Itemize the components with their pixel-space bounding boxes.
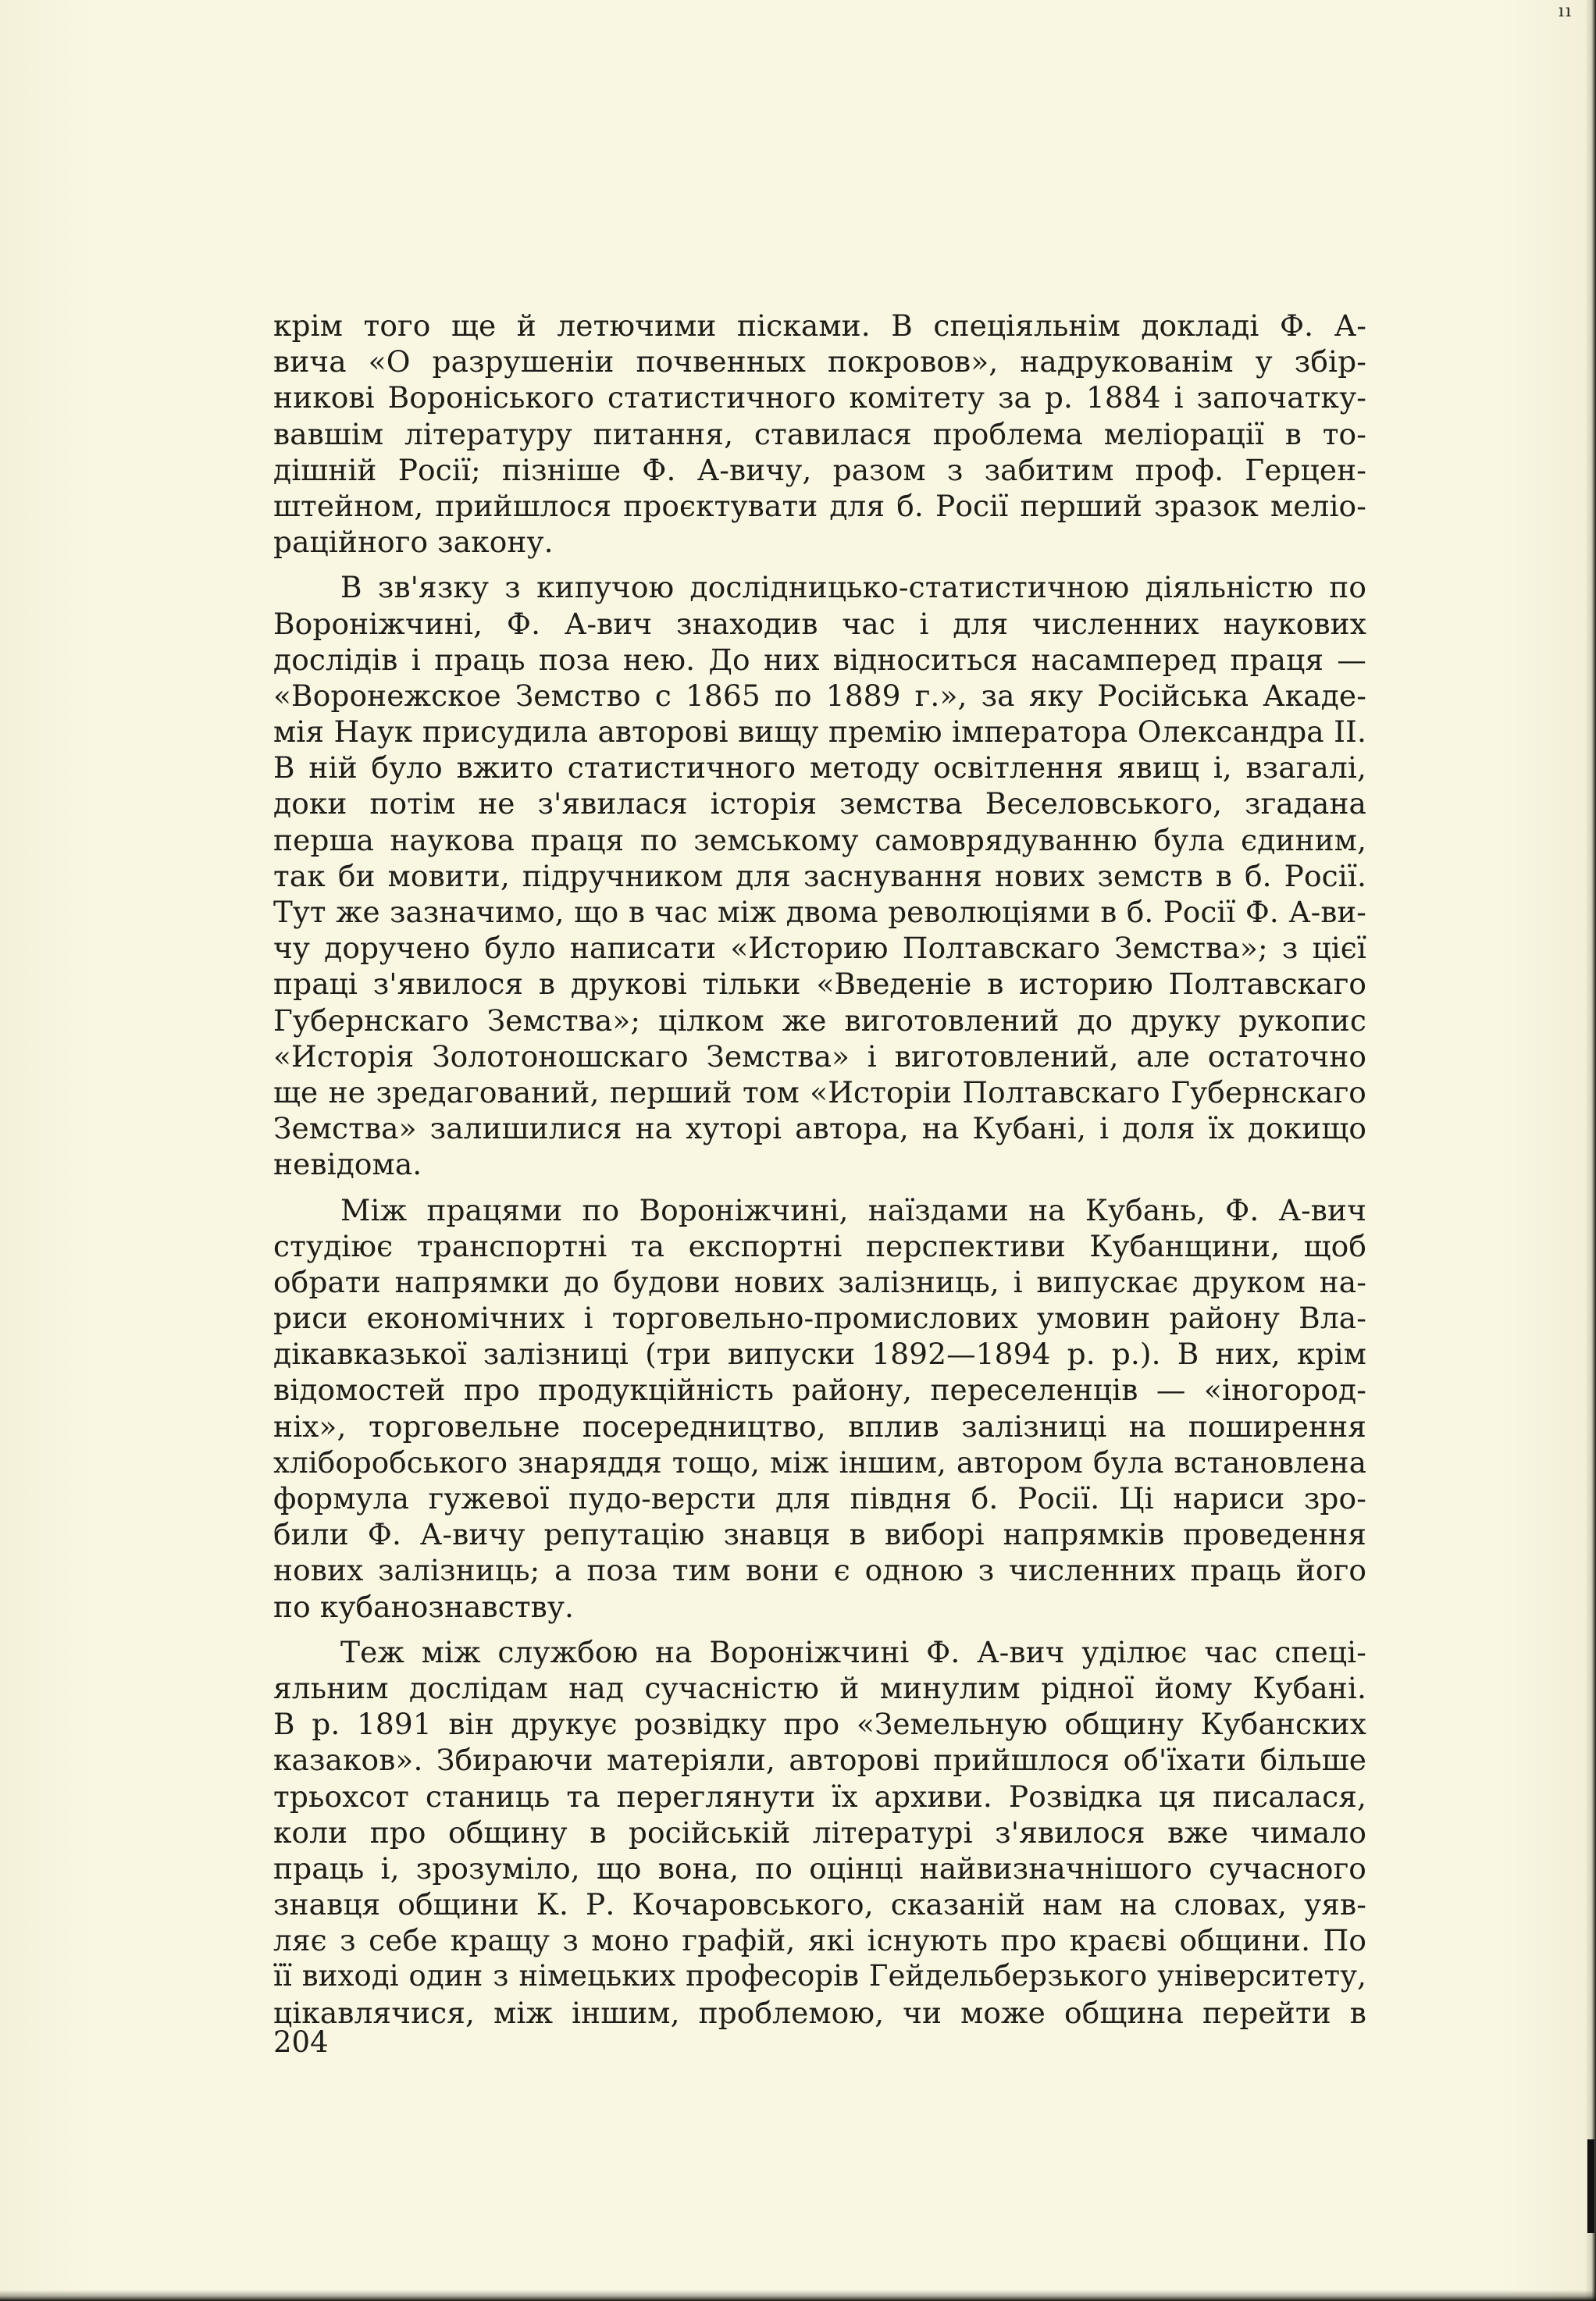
scan-edge-right	[1585, 0, 1596, 2301]
text-line: штейном, прийшлося проєктувати для б. Росії перший зразок меліо-	[273, 488, 1366, 523]
text-line: дішній Росії; пізніше Ф. А-вичу, разом з забитим проф. Герцен-	[273, 452, 1366, 487]
page-number: 204	[273, 2025, 329, 2059]
text-line: Між працями по Вороніжчині, наїздами на Кубань, Ф. А-вич	[340, 1192, 1366, 1227]
text-line: В р. 1891 він друкує розвідку про «Земельную общину Кубанских	[273, 1707, 1366, 1742]
text-line: «Воронежское Земство с 1865 по 1889 г.», за яку Російська Акаде-	[273, 678, 1366, 713]
text-line: хліборобського знаряддя тощо, між іншим, автором була встановлена	[273, 1444, 1366, 1480]
text-line: ляє з себе кращу з моно графій, які існують про краєві общини. По	[273, 1923, 1366, 1958]
text-line: дослідів і праць поза нею. До них відноситься насамперед праця —	[273, 642, 1366, 677]
text-line: крім того ще й летючими пісками. В спеціяльнім докладі Ф. А-	[273, 308, 1366, 343]
text-line: так би мовити, підручником для заснування нових земств в б. Росії.	[273, 858, 1366, 893]
text-line: чу доручено було написати «Историю Полтавскаго Земства»; з цієї	[273, 931, 1366, 966]
text-line: раційного закону.	[273, 525, 554, 560]
text-line: по кубанознавству.	[273, 1589, 575, 1624]
text-line: формула гужевої пудо-версти для півдня б. Росії. Ці нариси зро-	[273, 1481, 1366, 1516]
text-line: «Исторія Золотоношскаго Земства» і виготовлений, але остаточно	[273, 1038, 1366, 1074]
paragraph-2	[273, 569, 1366, 1182]
text-line: знавця общини К. Р. Кочаровського, сказаній нам на словах, уяв-	[273, 1887, 1366, 1922]
text-line: мія Наук присудила авторові вищу премію імператора Олександра II.	[273, 714, 1366, 750]
text-line: нових залізниць; а поза тим вони є одною з численних праць його	[273, 1553, 1366, 1588]
text-line: никові Вороніського статистичного комітету за р. 1884 і започатку-	[273, 380, 1366, 415]
text-line: В зв'язку з кипучою дослідницько-статистичною діяльністю по	[340, 570, 1366, 605]
text-line: студіює транспортні та експортні перспективи Кубанщини, щоб	[273, 1228, 1366, 1263]
text-line: доки потім не з'явилася історія земства Веселовського, згадана	[273, 786, 1366, 821]
text-line: перша наукова праця по земському самоврядуванню була єдиним,	[273, 822, 1366, 857]
body-text	[273, 308, 1366, 2031]
text-line: били Ф. А-вичу репутацію знавця в виборі напрямків проведення	[273, 1517, 1366, 1552]
text-line: В ній було вжито статистичного методу освітлення явищ і, взагалі,	[273, 750, 1366, 785]
text-line: трьохсот станиць та переглянути їх архиви. Розвідка ця писалася,	[273, 1779, 1366, 1814]
text-line: вича «О разрушеніи почвенных покровов», надрукованім у збір-	[273, 344, 1366, 379]
text-line: вавшім літературу питання, ставилася проблема меліорації в то-	[273, 416, 1366, 451]
text-line: дікавказької залізниці (три випуски 1892—1894 р. р.). В них, крім	[273, 1337, 1366, 1372]
paragraph-1	[273, 308, 1366, 560]
text-line: риси економічних і торговельно-промислових умовин району Вла-	[273, 1301, 1366, 1336]
paragraph-3	[273, 1192, 1366, 1625]
corner-mark: ıı	[1558, 2, 1573, 21]
text-line: ніх», торговельне посередництво, вплив залізниці на поширення	[273, 1409, 1366, 1444]
scan-edge-bottom	[0, 2290, 1596, 2301]
text-line: праці з'явилося в друкові тільки «Введеніе в историю Полтавскаго	[273, 967, 1366, 1002]
text-line: Земства» залишилися на хуторі автора, на Кубані, і доля їх докищо	[273, 1111, 1366, 1146]
text-line: Вороніжчині, Ф. А-вич знаходив час і для численних наукових	[273, 606, 1366, 641]
text-line: цікавлячися, між іншим, проблемою, чи може община перейти в	[273, 1995, 1366, 2030]
paragraph-4	[273, 1634, 1366, 2031]
text-line: праць і, зрозуміло, що вона, по оцінці найвизначнішого сучасного	[273, 1850, 1366, 1886]
text-line: Тут же зазначимо, що в час між двома революціями в б. Росії Ф. А-ви-	[273, 895, 1366, 929]
text-line: відомостей про продукційність району, переселенців — «іногород-	[273, 1373, 1366, 1408]
text-line: Губернскаго Земства»; цілком же виготовлений до друку рукопис	[273, 1003, 1366, 1038]
text-line: її виході один з німецьких професорів Гейдельберзького університету,	[273, 1959, 1366, 1993]
text-line: невідома.	[273, 1147, 422, 1182]
text-line: коли про общину в російській літературі з'явилося вже чимало	[273, 1815, 1366, 1850]
text-line: яльним дослідам над сучасністю й минулим рідної йому Кубані.	[273, 1670, 1366, 1705]
text-line: обрати напрямки до будови нових залізниць, і випускає друком на-	[273, 1264, 1366, 1299]
text-line: казаков». Збираючи матеріяли, авторові прийшлося об'їхати більше	[273, 1743, 1366, 1778]
text-line: Теж між службою на Вороніжчині Ф. А-вич уділює час спеці-	[340, 1634, 1366, 1669]
text-line: ще не зредагований, перший том «Исторіи Полтавскаго Губернскаго	[273, 1074, 1366, 1110]
